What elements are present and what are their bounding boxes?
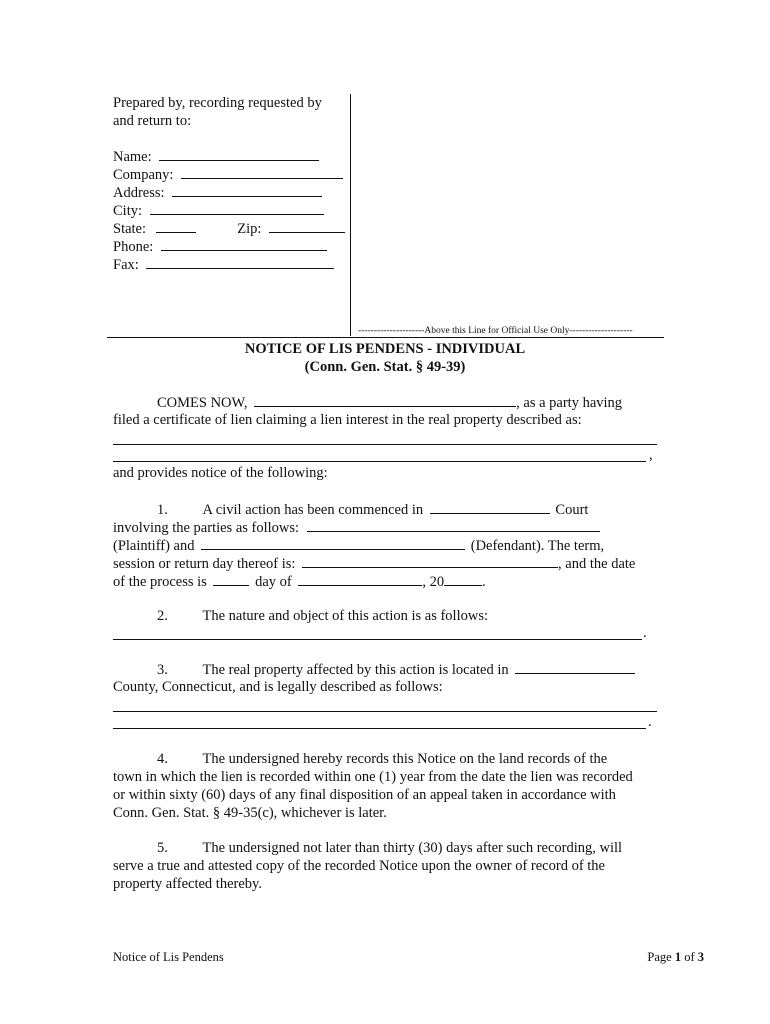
para5-text-2: serve a true and attested copy of the recorded Notice upon the owner of record of the	[113, 858, 605, 874]
para5-number: 5.	[157, 840, 168, 856]
court-text: Court	[555, 502, 589, 518]
para4-text-1: The undersigned hereby records this Notice on the land records of the	[202, 751, 608, 767]
para3-number: 3.	[157, 662, 168, 678]
para1-period: .	[482, 574, 486, 590]
nature-object-text: The nature and object of this action is as follows:	[202, 608, 488, 624]
para1-line1	[157, 500, 588, 519]
defendant-field[interactable]	[201, 536, 465, 550]
phone-label: Phone:	[113, 239, 154, 255]
city-label: City:	[113, 203, 143, 219]
description-comma: ,	[649, 447, 653, 463]
footer-document-name: Notice of Lis Pendens	[113, 950, 224, 964]
as-party-text: , as a party having	[516, 395, 623, 411]
state-label: State:	[113, 221, 147, 237]
of-word: of	[684, 950, 695, 964]
name-row	[113, 147, 319, 166]
footer-page-number	[647, 948, 704, 966]
property-located-text: The real property affected by this action is located in	[202, 662, 509, 678]
page-word: Page	[647, 950, 672, 964]
para2-period: .	[643, 625, 647, 641]
para4-number: 4.	[157, 751, 168, 767]
para4-line1	[157, 750, 607, 768]
header-divider-horizontal	[107, 337, 664, 338]
filed-certificate-text: filed a certificate of lien claiming a lien interest in the real property described as:	[113, 412, 582, 428]
official-use-label: ---------------------Above this Line for Official Use Only--------------------	[358, 326, 633, 336]
address-row	[113, 183, 322, 202]
legal-description-line-1[interactable]	[113, 711, 657, 712]
zip-field[interactable]	[269, 219, 345, 233]
parties-field[interactable]	[307, 518, 600, 532]
process-month-field[interactable]	[298, 572, 422, 586]
fax-field[interactable]	[146, 255, 334, 269]
para5-line1	[157, 839, 622, 857]
company-label: Company:	[113, 167, 174, 183]
city-row	[113, 201, 324, 220]
para3-line1	[157, 660, 635, 679]
of-process-text: of the process is	[113, 574, 207, 590]
para4-text-2: town in which the lien is recorded within one (1) year from the date the lien was recorded	[113, 769, 633, 785]
prepared-by-label: Prepared by, recording requested by	[113, 95, 322, 111]
para1-line5	[113, 572, 486, 591]
city-field[interactable]	[150, 201, 324, 215]
para5-text-3: property affected thereby.	[113, 876, 262, 892]
civil-action-text: A civil action has been commenced in	[202, 502, 424, 518]
process-day-field[interactable]	[213, 572, 249, 586]
and-date-text: , and the date	[558, 556, 636, 572]
defendant-text: (Defendant). The term,	[470, 538, 605, 554]
plaintiff-text: (Plaintiff) and	[113, 538, 195, 554]
zip-label: Zip:	[237, 221, 262, 237]
address-label: Address:	[113, 185, 165, 201]
para2-number: 2.	[157, 608, 168, 624]
para3-period: .	[648, 714, 652, 730]
state-field[interactable]	[156, 219, 196, 233]
document-title: NOTICE OF LIS PENDENS - INDIVIDUAL	[244, 341, 526, 357]
involving-text: involving the parties as follows:	[113, 520, 300, 536]
year-prefix-text: , 20	[422, 574, 445, 590]
header-divider-vertical	[350, 94, 351, 336]
return-to-label: and return to:	[113, 113, 192, 129]
para4-text-4: Conn. Gen. Stat. § 49-35(c), whichever is later.	[113, 805, 387, 821]
para1-line2	[113, 518, 600, 537]
phone-row	[113, 237, 327, 256]
property-description-line-2[interactable]	[113, 461, 646, 462]
para4-text-3: or within sixty (60) days of any final disposition of an appeal taken in accordance with	[113, 787, 616, 803]
address-field[interactable]	[172, 183, 322, 197]
para5-text-1: The undersigned not later than thirty (30) days after such recording, will	[202, 840, 623, 856]
day-of-text: day of	[255, 574, 292, 590]
para1-number: 1.	[157, 502, 168, 518]
para2-line1	[157, 607, 488, 625]
court-name-field[interactable]	[430, 500, 550, 514]
total-pages: 3	[697, 950, 704, 964]
comes-now-line	[157, 393, 622, 412]
process-year-field[interactable]	[444, 572, 482, 586]
party-name-field[interactable]	[254, 393, 516, 407]
para1-line4	[113, 554, 635, 573]
phone-field[interactable]	[161, 237, 327, 251]
comes-now-text: COMES NOW,	[157, 395, 248, 411]
return-day-field[interactable]	[302, 554, 558, 568]
session-text: session or return day thereof is:	[113, 556, 296, 572]
legal-description-line-2[interactable]	[113, 728, 646, 729]
name-field[interactable]	[159, 147, 319, 161]
state-zip-row	[113, 219, 345, 238]
fax-label: Fax:	[113, 257, 139, 273]
company-row	[113, 165, 343, 184]
property-description-line-1[interactable]	[113, 444, 657, 445]
company-field[interactable]	[181, 165, 343, 179]
para1-line3	[113, 536, 604, 555]
current-page: 1	[674, 950, 682, 964]
statute-citation: (Conn. Gen. Stat. § 49-39)	[304, 359, 466, 375]
county-connecticut-text: County, Connecticut, and is legally described as follows:	[113, 679, 443, 695]
fax-row	[113, 255, 334, 274]
county-field[interactable]	[515, 660, 635, 674]
provides-notice-text: and provides notice of the following:	[113, 465, 328, 481]
name-label: Name:	[113, 149, 152, 165]
nature-object-line[interactable]	[113, 639, 642, 640]
